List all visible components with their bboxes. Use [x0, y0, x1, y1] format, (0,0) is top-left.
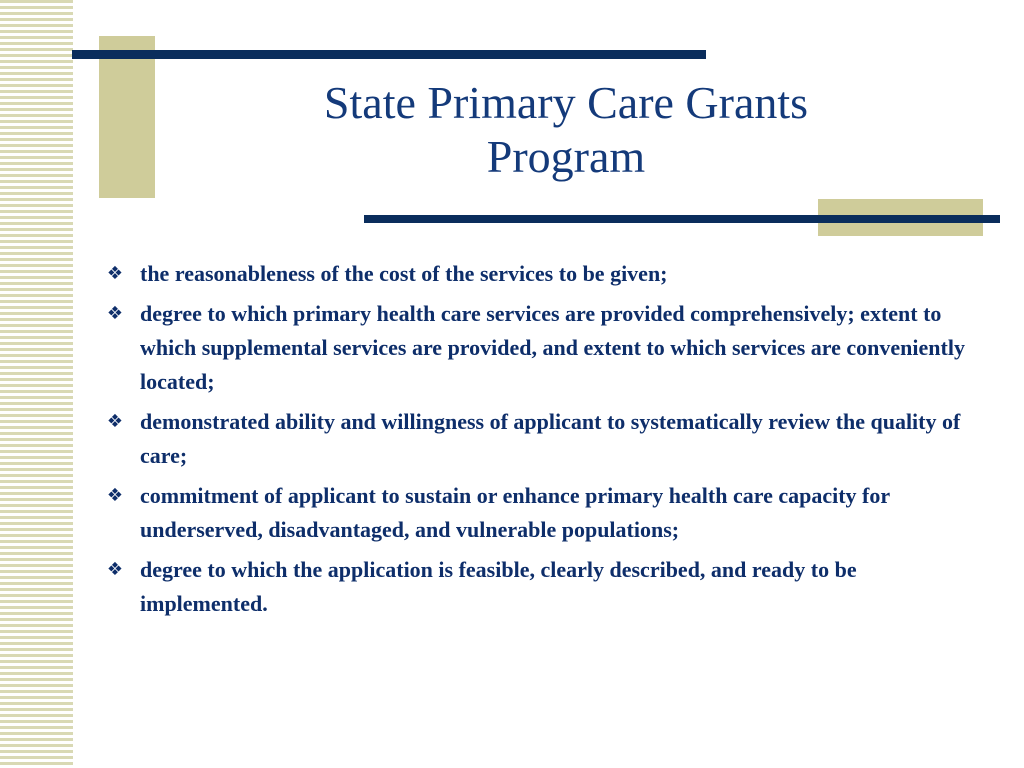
- bullet-text: degree to which the application is feasible, clearly described, and ready to be implemented.: [140, 557, 857, 616]
- bullet-item: [104, 405, 984, 473]
- bullet-item: [104, 553, 984, 621]
- bullet-text: degree to which primary health care services are provided comprehensively; extent to which supplemental services are provided, and extent to which services are conveniently located;: [140, 301, 965, 394]
- four-diamond-icon: ❖: [106, 263, 124, 284]
- four-diamond-icon: ❖: [106, 485, 124, 506]
- four-diamond-icon: ❖: [106, 411, 124, 432]
- four-diamond-icon: ❖: [106, 303, 124, 324]
- title-rule-top: [72, 50, 706, 59]
- bullet-item: [104, 297, 984, 399]
- bullet-list: [104, 257, 984, 627]
- bullet-text: commitment of applicant to sustain or enhance primary health care capacity for underserved, disadvantaged, and vulnerable populations;: [140, 483, 890, 542]
- slide-title-line: State Primary Care Grants: [323, 77, 809, 128]
- accent-block-left: [99, 36, 155, 198]
- striped-border-decoration: [0, 0, 73, 768]
- bullet-item: [104, 479, 984, 547]
- slide-title: [160, 76, 972, 184]
- bullet-item: [104, 257, 984, 291]
- bullet-text: demonstrated ability and willingness of applicant to systematically review the quality of care;: [140, 409, 961, 468]
- title-rule-bottom: [364, 215, 1000, 223]
- bullet-text: the reasonableness of the cost of the services to be given;: [140, 261, 668, 286]
- slide-title-line: Program: [486, 131, 646, 182]
- four-diamond-icon: ❖: [106, 559, 124, 580]
